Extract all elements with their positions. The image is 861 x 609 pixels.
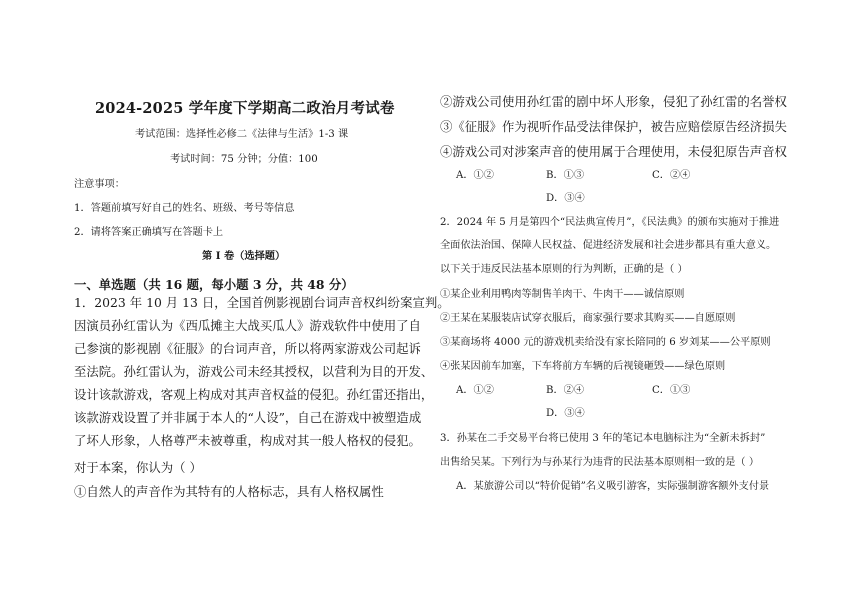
q1-line: 了坏人形象，人格尊严未被尊重，构成对其一般人格权的侵犯。 [74, 433, 421, 448]
q2-line: 全面依法治国、保障人民权益、促进经济发展和社会进步都具有重大意义。 [440, 240, 777, 251]
q1-option-c[interactable]: C．②④ [652, 170, 691, 181]
q1-option-d[interactable]: D．③④ [546, 193, 585, 204]
note-item: 1．答题前填写好自己的姓名、班级、考号等信息 [74, 203, 295, 214]
q1-statement: ③《征服》作为视听作品受法律保护，被告应赔偿原告经济损失 [440, 119, 787, 134]
q2-line: 以下关于违反民法基本原则的行为判断，正确的是（ ） [440, 264, 688, 275]
q2-statement: ①某企业利用鸭肉等制售羊肉干、牛肉干——诚信原则 [440, 289, 685, 300]
q2-option-b[interactable]: B．②④ [546, 385, 585, 396]
q3-line: 出售给吴某。下列行为与孙某行为违背的民法基本原则相一致的是（ ） [440, 457, 760, 468]
q1-line: 1．2023 年 10 月 13 日，全国首例影视剧台词声音权纠纷案宣判。 [74, 295, 450, 310]
section-title: 一、单选题（共 16 题，每小题 3 分，共 48 分） [74, 277, 354, 292]
q1-stem-question: 对于本案，你认为（ ） [74, 460, 202, 475]
q1-line: 因演员孙红雷认为《西瓜摊主大战买瓜人》游戏软件中使用了自 [74, 318, 421, 333]
q2-option-c[interactable]: C．①③ [652, 385, 691, 396]
notes-heading: 注意事项： [74, 179, 125, 190]
q1-line: 该款游戏设置了并非属于本人的“人设”，自己在游戏中被塑造成 [74, 410, 422, 425]
part-title: 第 I 卷（选择题） [202, 250, 286, 262]
exam-scope: 考试范围：选择性必修二《法律与生活》1-3 课 [135, 129, 349, 140]
q1-line: 设计该款游戏，客观上构成对其声音权益的侵犯。孙红雷还指出， [74, 387, 434, 402]
q2-option-d[interactable]: D．③④ [546, 408, 585, 419]
note-item: 2．请将答案正确填写在答题卡上 [74, 227, 224, 238]
q1-line: 至法院。孙红雷认为，游戏公司未经其授权，以营利为目的开发、 [74, 364, 434, 379]
q1-option-b[interactable]: B．①③ [546, 170, 585, 181]
q1-option-a[interactable]: A．①② [456, 170, 494, 181]
exam-time: 考试时间：75 分钟；分值：100 [170, 154, 318, 165]
q2-statement: ③某商场将 4000 元的游戏机卖给没有家长陪同的 6 岁刘某——公平原则 [440, 337, 771, 348]
q3-line: 3．孙某在二手交易平台将已使用 3 年的笔记本电脑标注为“全新未拆封” [440, 433, 766, 444]
q2-statement: ②王某在某服装店试穿衣服后，商家强行要求其购买——自愿原则 [440, 313, 736, 324]
q1-line: 己参演的影视剧《征服》的台词声音，所以将两家游戏公司起诉 [74, 341, 421, 356]
q1-statement: ②游戏公司使用孙红雷的剧中坏人形象，侵犯了孙红雷的名誉权 [440, 94, 787, 109]
q2-line: 2．2024 年 5 月是第四个“民法典宣传月”，《民法典》的颁布实施对于推进 [440, 217, 780, 228]
q2-option-a[interactable]: A．①② [456, 385, 494, 396]
q2-statement: ④张某因前车加塞，下车将前方车辆的后视镜砸毁——绿色原则 [440, 361, 726, 372]
exam-title: 2024-2025 学年度下学期高二政治月考试卷 [95, 100, 395, 117]
q1-statement: ④游戏公司对涉案声音的使用属于合理使用，未侵犯原告声音权 [440, 144, 787, 159]
q1-statement: ①自然人的声音作为其特有的人格标志，具有人格权属性 [74, 484, 384, 499]
q3-option-a[interactable]: A．某旅游公司以“特价促销”名义吸引游客，实际强制游客额外支付景 [456, 481, 770, 492]
